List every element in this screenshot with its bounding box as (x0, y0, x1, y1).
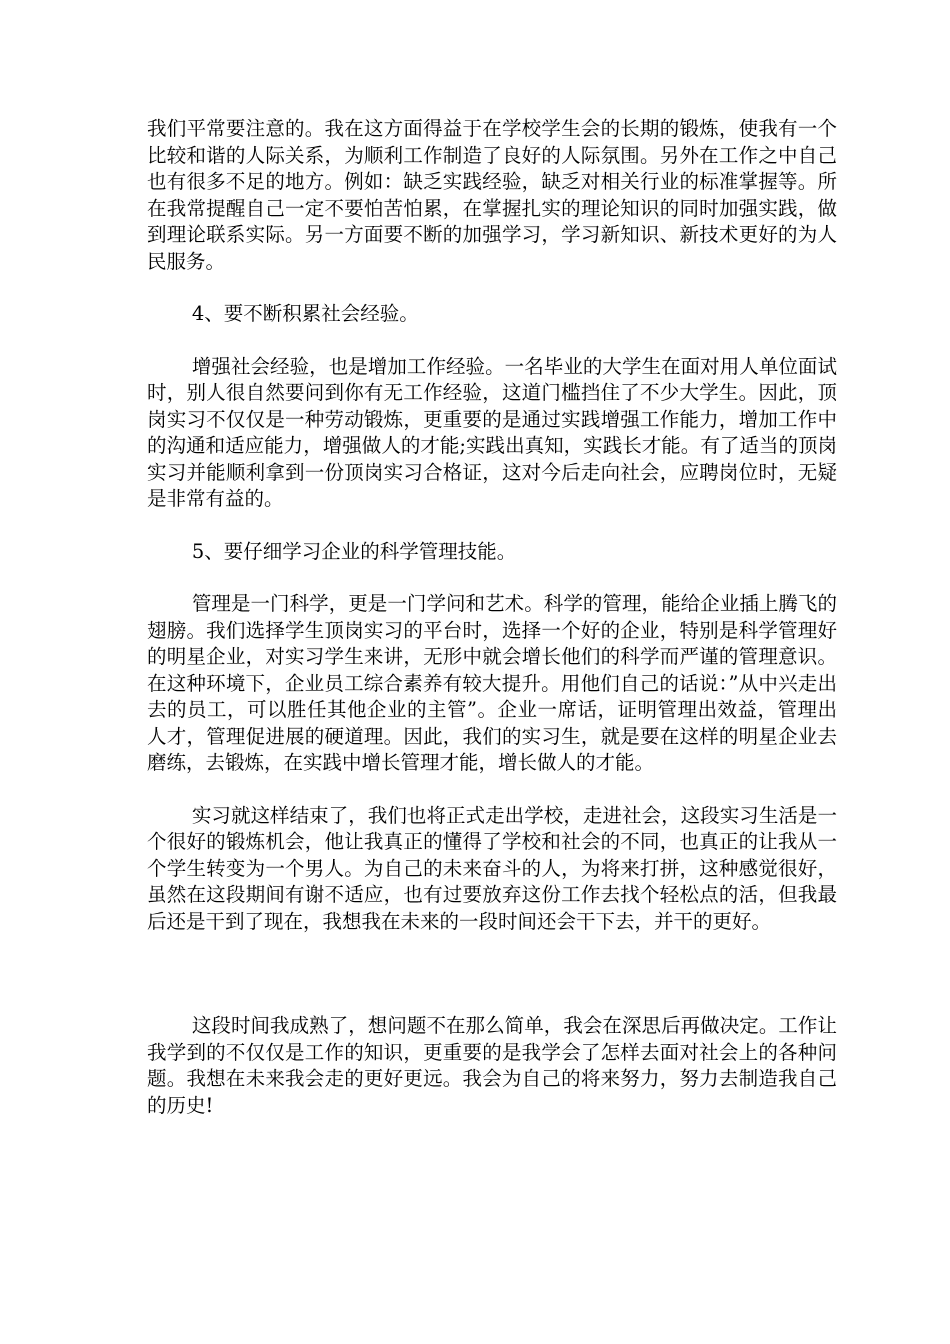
paragraph-social-experience: 增强社会经验，也是增加工作经验。一名毕业的大学生在面对用人单位面试时，别人很自然要问到你有无工作经验，这道门槛挡住了不少大学生。因此，顶岗实习不仅仅是一种劳动锻炼，更重要的是通过实践增强工作能力，增加工作中的沟通和适应能力，增强做人的才能;实践出真知，实践长才能。有了适当的顶岗实习并能顺利拿到一份顶岗实习合格证，这对今后走向社会，应聘岗位时，无疑是非常有益的。 (147, 354, 837, 510)
document-page (147, 116, 837, 1119)
heading-item-4: 4、要不断积累社会经验。 (191, 302, 419, 325)
paragraph-management: 管理是一门科学，更是一门学问和艺术。科学的管理，能给企业插上腾飞的翅膀。我们选择学生顶岗实习的平台时，选择一个好的企业，特别是科学管理好的明星企业，对实习学生来讲，无形中就会增长他们的科学而严谨的管理意识。在这种环境下，企业员工综合素养有较大提升。用他们自己的话说：”从中兴走出去的员工，可以胜任其他企业的主管”。企业一席话，证明管理出效益，管理出人才，管理促进展的硬道理。因此，我们的实习生，就是要在这样的明星企业去磨练，去锻炼，在实践中增长管理才能，增长做人的才能。 (147, 592, 837, 774)
paragraph-conclusion: 这段时间我成熟了，想问题不在那么简单，我会在深思后再做决定。工作让我学到的不仅仅是工作的知识，更重要的是我学会了怎样去面对社会上的各种问题。我想在未来我会走的更好更远。我会为自己的将来努力，努力去制造我自己的历史! (147, 1014, 837, 1117)
heading-item-5: 5、要仔细学习企业的科学管理技能。 (191, 539, 517, 563)
paragraph-intro: 我们平常要注意的。我在这方面得益于在学校学生会的长期的锻炼，使我有一个比较和谐的人际关系，为顺利工作制造了良好的人际氛围。另外在工作之中自己也有很多不足的地方。例如：缺乏实践经验，缺乏对相关行业的标准掌握等。所在我常提醒自己一定不要怕苦怕累，在掌握扎实的理论知识的同时加强实践，做到理论联系实际。另一方面要不断的加强学习，学习新知识、新技术更好的为人民服务。 (147, 117, 837, 273)
paragraph-internship-end: 实习就这样结束了，我们也将正式走出学校，走进社会，这段实习生活是一个很好的锻炼机会，他让我真正的懂得了学校和社会的不同，也真正的让我从一个学生转变为一个男人。为自己的未来奋斗的人，为将来打拼，这种感觉很好，虽然在这段期间有谢不适应，也有过要放弃这份工作去找个轻松点的活，但我最后还是干到了现在，我想我在未来的一段时间还会干下去，并干的更好。 (147, 803, 837, 933)
